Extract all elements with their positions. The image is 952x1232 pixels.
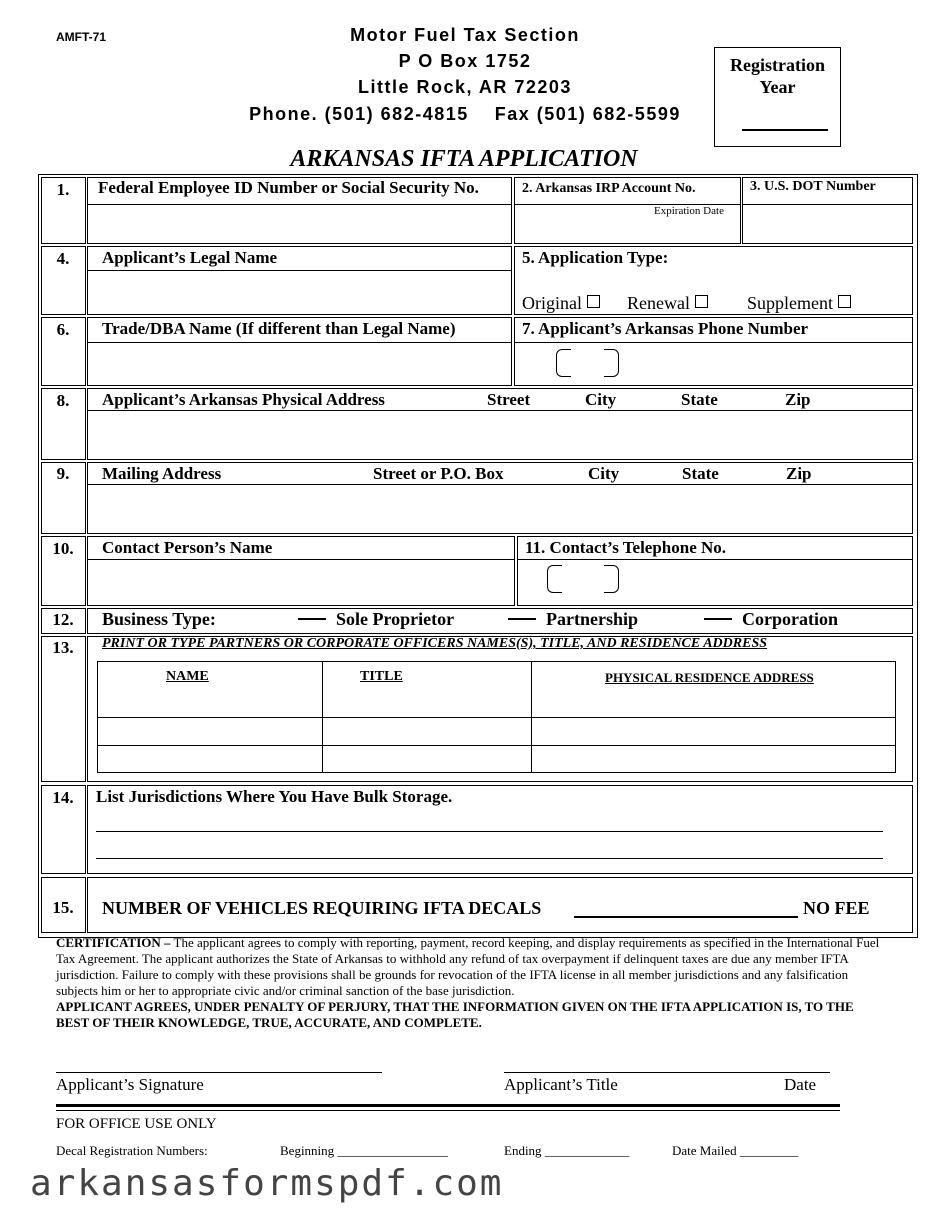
signature-input-line[interactable] [56,1072,382,1073]
field-10-label: Contact Person’s Name [102,538,273,557]
title-label: Applicant’s Title [504,1075,618,1094]
option-partnership[interactable] [498,609,638,630]
field-9-label: Mailing Address [102,464,222,483]
option-corporation[interactable] [694,609,838,630]
option-supplement-label: Supplement [747,293,833,313]
field-13-number: 13. [52,638,74,657]
officer-name-input[interactable] [99,747,321,772]
header-line-2: P O Box 1752 [398,51,532,71]
field-15-number: 15. [52,898,74,917]
field-5-label: 5. Application Type: [522,248,669,267]
officer-address-input[interactable] [533,719,894,744]
physical-address-input[interactable] [89,412,910,458]
registration-label: Registration [730,55,825,75]
divider [87,204,512,205]
bulk-storage-line-2[interactable] [96,858,883,859]
bulk-storage-line-1[interactable] [96,831,883,832]
field-4-label: Applicant’s Legal Name [102,248,278,267]
sole-proprietor-blank[interactable] [298,618,326,620]
corporation-label: Corporation [742,609,838,629]
field-8-zip: Zip [785,390,811,409]
date-label: Date [784,1075,817,1094]
contact-name-input[interactable] [89,561,512,603]
column-name-header: NAME [166,669,209,684]
field-12-number: 12. [52,610,74,629]
officer-title-input[interactable] [324,747,530,772]
field-9-zip: Zip [786,464,812,483]
field-4-number: 4. [56,249,70,268]
certification-body: The applicant agrees to comply with reporting, payment, record keeping, and display requirements as specified in the International Fuel Tax Agreement. The applicant authorizes the State of Arkansas to withhold any refund of tax overpayment if delinquent taxes are due any member IFTA jurisdiction. Failure to comply with these provisions shall be grounds for revocation of the IFTA license in all member jurisdictions and any falsification subjects him or her to appropriate civic and/or criminal sanction of the base jurisdiction. [56,935,880,998]
divider [87,270,512,271]
field-2-label: 2. Arkansas IRP Account No. [522,181,696,196]
divider [742,204,913,205]
form-code: AMFT-71 [56,30,107,44]
trade-name-input[interactable] [89,344,509,384]
officer-address-input[interactable] [533,747,894,772]
corporation-blank[interactable] [704,618,732,620]
field-10-number: 10. [52,539,74,558]
sole-proprietor-label: Sole Proprietor [336,609,455,629]
field-9-city: City [588,464,620,483]
perjury-statement: APPLICANT AGREES, UNDER PENALTY OF PERJURY, THAT THE INFORMATION GIVEN ON THE IFTA APPLICATION IS, TO THE BEST OF THEIR KNOWLEDGE, TRUE, ACCURATE, AND COMPLETE. [56,999,854,1030]
dot-number-input[interactable] [744,206,910,242]
office-divider [56,1104,840,1107]
field-9-number: 9. [56,464,70,483]
arkansas-phone-input[interactable] [516,344,910,384]
decal-registration-label: Decal Registration Numbers: [56,1143,208,1158]
field-3-label: 3. U.S. DOT Number [750,179,876,194]
ending-field: Ending _____________ [504,1143,630,1158]
divider [87,559,515,560]
watermark: arkansasformspdf.com [30,1163,504,1204]
field-6-number: 6. [56,320,70,339]
field-12-label: Business Type: [102,609,216,629]
legal-name-input[interactable] [89,272,509,312]
field-8-street: Street [487,390,531,409]
option-renewal[interactable] [627,293,708,314]
option-supplement[interactable] [747,293,851,314]
signature-label: Applicant’s Signature [56,1075,204,1094]
registration-year-input-line[interactable] [742,129,828,131]
option-sole-proprietor[interactable] [288,609,454,630]
field-1-label: Federal Employee ID Number or Social Security No. [98,178,479,197]
field-14-number: 14. [52,788,74,807]
field-14-label: List Jurisdictions Where You Have Bulk Storage. [96,787,453,806]
officer-name-input[interactable] [99,719,321,744]
field-11-label: 11. Contact’s Telephone No. [525,538,727,557]
original-checkbox[interactable] [587,295,600,308]
field-8-label: Applicant’s Arkansas Physical Address [102,390,385,409]
irp-account-input[interactable] [516,217,738,242]
option-original-label: Original [522,293,582,313]
certification-text [56,935,886,1031]
header-line-1: Motor Fuel Tax Section [350,25,580,45]
date-mailed-field: Date Mailed _________ [672,1143,799,1158]
divider [97,717,896,718]
field-9-state: State [682,464,719,483]
partnership-blank[interactable] [508,618,536,620]
no-fee-label: NO FEE [803,898,870,918]
divider [514,342,913,343]
column-title-header: TITLE [360,669,403,684]
field-8-city: City [585,390,617,409]
divider [87,410,913,411]
field-15-label: NUMBER OF VEHICLES REQUIRING IFTA DECALS [102,898,542,918]
registration-year-box [714,47,841,147]
contact-phone-input[interactable] [519,561,910,603]
form-title: ARKANSAS IFTA APPLICATION [290,146,638,172]
field-6-label: Trade/DBA Name (If different than Legal Name) [102,319,456,338]
field-8-state: State [681,390,718,409]
partnership-label: Partnership [546,609,638,629]
fein-ssn-input[interactable] [89,206,509,242]
divider [517,559,913,560]
field-13-label: PRINT OR TYPE PARTNERS OR CORPORATE OFFICERS NAMES(S), TITLE, AND RESIDENCE ADDRESS [102,636,768,651]
renewal-checkbox[interactable] [695,295,708,308]
year-label: Year [759,77,796,97]
title-date-input-line[interactable] [504,1072,830,1073]
certification-lead: CERTIFICATION – [56,935,171,950]
option-renewal-label: Renewal [627,293,690,313]
column-address-header: PHYSICAL RESIDENCE ADDRESS [605,670,814,685]
divider [97,745,896,746]
office-divider [56,1110,840,1111]
field-8-number: 8. [56,391,70,410]
header-line-4: Phone. (501) 682-4815 Fax (501) 682-5599 [249,104,681,124]
field-9-street: Street or P.O. Box [373,464,504,483]
divider [87,484,913,485]
header-line-3: Little Rock, AR 72203 [358,77,572,97]
beginning-field: Beginning _________________ [280,1143,448,1158]
vehicle-count-input-line[interactable] [574,916,798,918]
officer-title-input[interactable] [324,719,530,744]
field-7-label: 7. Applicant’s Arkansas Phone Number [522,319,809,338]
option-original[interactable] [522,293,600,314]
field-1-number: 1. [56,180,70,199]
mailing-address-input[interactable] [89,486,910,532]
supplement-checkbox[interactable] [838,295,851,308]
office-use-header: FOR OFFICE USE ONLY [56,1116,217,1132]
expiration-date-label: Expiration Date [654,205,724,217]
divider [87,342,512,343]
